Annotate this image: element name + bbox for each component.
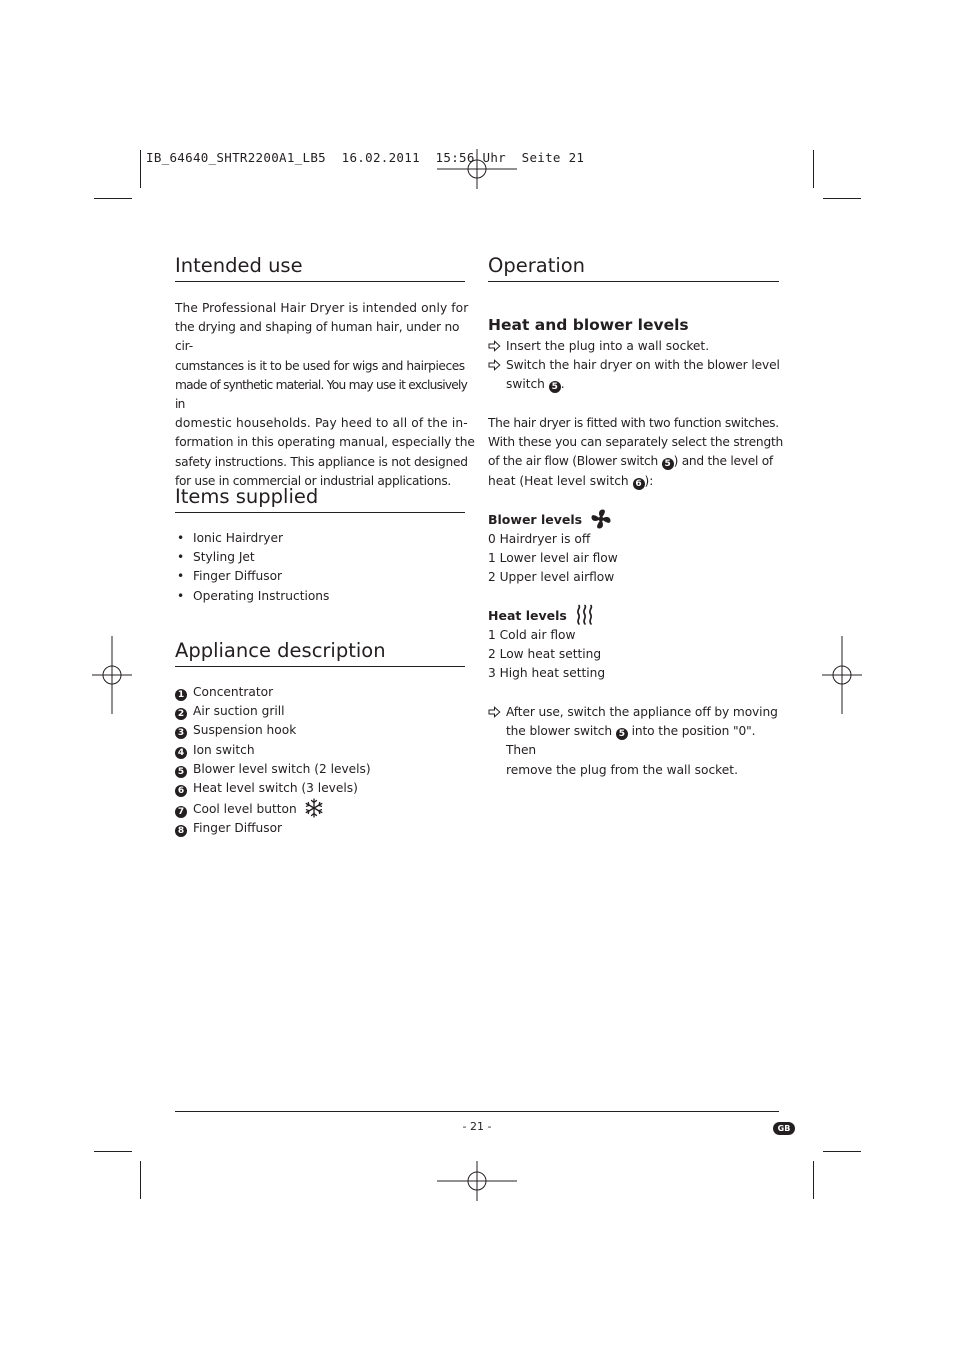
step-item bbox=[488, 703, 788, 780]
part-item bbox=[175, 819, 465, 838]
text-fragment: of the air flow (Blower switch bbox=[488, 454, 658, 469]
step-text: switch bbox=[506, 377, 545, 392]
blower-levels-block bbox=[488, 508, 788, 588]
part-number-badge: 3 bbox=[175, 727, 187, 739]
part-label: Suspension hook bbox=[193, 723, 297, 738]
operation-heading: Operation bbox=[488, 254, 586, 277]
text-line: The hair dryer is fitted with two function switches. bbox=[488, 416, 779, 430]
registration-mark-bottom bbox=[437, 1161, 517, 1201]
blower-levels-title-row bbox=[488, 508, 788, 530]
step-text-continued: switch 5 . bbox=[506, 377, 565, 393]
blower-levels-title: Blower levels bbox=[488, 512, 583, 527]
list-item: • Ionic Hairdryer bbox=[175, 529, 465, 548]
list-item: • Finger Diffusor bbox=[175, 567, 465, 586]
text-line: The Professional Hair Dryer is intended only for bbox=[175, 301, 469, 315]
part-item bbox=[175, 760, 465, 779]
heading-rule bbox=[175, 281, 465, 282]
intended-use-paragraph bbox=[175, 299, 475, 491]
part-number-badge: 8 bbox=[175, 825, 187, 837]
part-label: Ion switch bbox=[193, 742, 255, 757]
blower-level-item: 1 Lower level air flow bbox=[488, 551, 618, 566]
operation-steps bbox=[488, 337, 788, 395]
part-item bbox=[175, 683, 465, 702]
part-number-badge: 6 bbox=[633, 478, 645, 490]
items-supplied-heading: Items supplied bbox=[175, 485, 319, 508]
heat-level-item: 3 High heat setting bbox=[488, 666, 606, 681]
step-text: Insert the plug into a wall socket. bbox=[506, 339, 710, 353]
text-fragment: ) and the level of bbox=[673, 454, 773, 469]
part-label: Finger Diffusor bbox=[193, 821, 283, 836]
text-line bbox=[488, 452, 788, 471]
step-text: Switch the hair dryer on with the blower level bbox=[506, 358, 780, 373]
step-item bbox=[488, 337, 788, 356]
snowflake-icon bbox=[304, 798, 324, 818]
heading-rule bbox=[175, 666, 465, 667]
blower-level-item: 2 Upper level airflow bbox=[488, 570, 615, 585]
text-line: domestic households. Pay heed to all of the in- bbox=[175, 416, 468, 431]
part-label: Concentrator bbox=[193, 685, 274, 699]
heat-levels-title-row bbox=[488, 604, 788, 626]
printer-slug: IB_64640_SHTR2200A1_LB5 16.02.2011 15:56 Uhr Seite 21 bbox=[146, 150, 585, 165]
part-number-badge: 6 bbox=[175, 785, 187, 797]
text-line: With these you can separately select the strength bbox=[488, 435, 784, 450]
items-supplied-list bbox=[175, 529, 465, 606]
language-badge: GB bbox=[773, 1122, 795, 1135]
function-switches-paragraph bbox=[488, 414, 788, 491]
part-item bbox=[175, 779, 465, 798]
heat-level-item: 1 Cold air flow bbox=[488, 628, 576, 642]
text-line: made of synthetic material. You may use it exclusively in bbox=[175, 377, 468, 412]
footer-rule bbox=[175, 1111, 779, 1112]
heat-level-item: 2 Low heat setting bbox=[488, 647, 602, 662]
heat-levels-block bbox=[488, 604, 788, 684]
step-item bbox=[488, 356, 788, 394]
part-number-badge: 4 bbox=[175, 747, 187, 759]
heat-waves-icon bbox=[575, 604, 595, 626]
text-line: safety instructions. This appliance is not designed bbox=[175, 454, 468, 469]
hollow-right-arrow-icon bbox=[488, 706, 501, 718]
appliance-parts-list bbox=[175, 683, 465, 839]
list-item: • Styling Jet bbox=[175, 548, 465, 567]
part-item bbox=[175, 798, 465, 819]
text-line: formation in this operating manual, especially the bbox=[175, 435, 475, 450]
part-number-badge: 5 bbox=[662, 458, 674, 470]
step-text: After use, switch the appliance off by moving bbox=[506, 705, 778, 719]
part-label: Cool level button bbox=[193, 802, 297, 817]
text-line: the drying and shaping of human hair, under no cir- bbox=[175, 320, 460, 354]
part-label: Air suction grill bbox=[193, 704, 285, 719]
appliance-description-heading: Appliance description bbox=[175, 639, 386, 662]
part-item bbox=[175, 702, 465, 721]
part-item bbox=[175, 741, 465, 760]
text-line: for use in commercial or industrial applications. bbox=[175, 473, 451, 488]
registration-mark-top bbox=[437, 149, 517, 189]
heat-levels-title: Heat levels bbox=[488, 608, 567, 623]
blower-level-item: 0 Hairdryer is off bbox=[488, 532, 591, 546]
part-number-badge: 2 bbox=[175, 708, 187, 720]
part-number-badge: 1 bbox=[175, 689, 187, 701]
step-text: into the position "0". Then bbox=[506, 724, 756, 758]
intended-use-heading: Intended use bbox=[175, 254, 303, 277]
part-number-badge: 5 bbox=[549, 381, 561, 393]
step-text: the blower switch bbox=[506, 724, 613, 739]
text-fragment: ): bbox=[644, 473, 654, 488]
hollow-right-arrow-icon bbox=[488, 359, 501, 371]
step-text: remove the plug from the wall socket. bbox=[506, 762, 738, 777]
after-use-step bbox=[488, 703, 788, 780]
page-number: - 21 - bbox=[462, 1120, 492, 1133]
part-item bbox=[175, 721, 465, 740]
heat-blower-subheading: Heat and blower levels bbox=[488, 316, 689, 334]
registration-mark-left bbox=[92, 636, 132, 714]
list-item: • Operating Instructions bbox=[175, 587, 465, 606]
part-number-badge: 5 bbox=[175, 766, 187, 778]
part-label: Blower level switch (2 levels) bbox=[193, 761, 371, 776]
part-label: Heat level switch (3 levels) bbox=[193, 781, 358, 796]
part-number-badge: 7 bbox=[175, 806, 187, 818]
registration-mark-right bbox=[822, 636, 862, 714]
part-number-badge: 5 bbox=[616, 728, 628, 740]
heading-rule bbox=[175, 512, 465, 513]
text-fragment: heat (Heat level switch bbox=[488, 473, 629, 488]
hollow-right-arrow-icon bbox=[488, 340, 501, 352]
step-text-continued bbox=[506, 722, 788, 760]
text-line: cumstances is it to be used for wigs and hairpieces bbox=[175, 358, 465, 373]
fan-icon bbox=[590, 508, 612, 530]
heading-rule bbox=[488, 281, 779, 282]
text-line bbox=[488, 472, 788, 491]
